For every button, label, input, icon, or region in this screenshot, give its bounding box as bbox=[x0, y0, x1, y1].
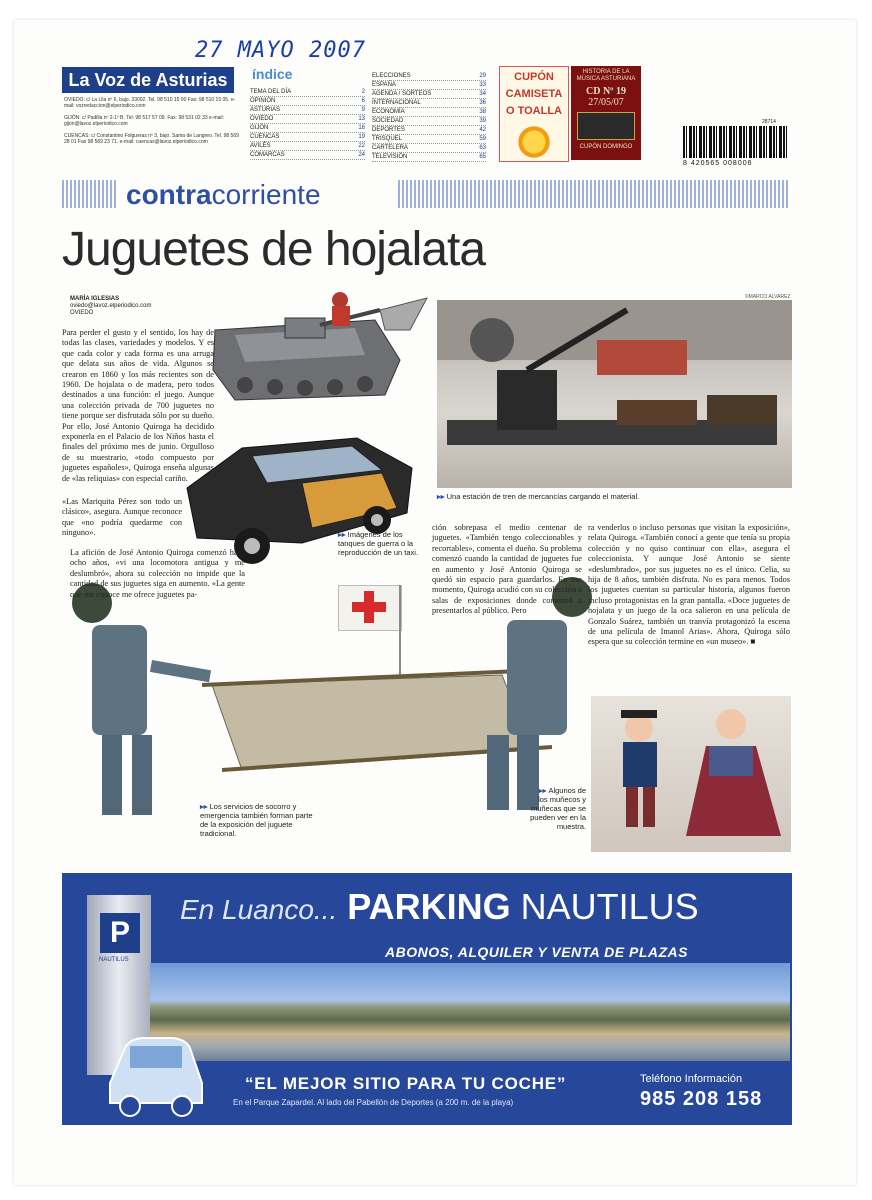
article-column-2: ción sobrepasa el medio centenar de juguetes. «También tengo coleccionables y recortables», comenta el dueño. Su problema comenzó cuando la cantidad de juguetes fue en aumento y José Antonio Quiroga se quedó sin espacio para guardarlos. En ese momento, Quiroga acudió con su colección a salas de exposiciones donde comenzó a presentarlos al público. Pero bbox=[432, 523, 582, 616]
ad-title: En Luanco... PARKING NAUTILUS bbox=[180, 886, 699, 927]
caption-arrow-icon: ▸▸ bbox=[200, 802, 210, 811]
cupon-line1: CUPÓN bbox=[514, 71, 554, 83]
caption-train: ▸▸ Una estación de tren de mercancías cargando el material. bbox=[437, 492, 640, 501]
barcode-number: 8 420565 008006 bbox=[683, 160, 753, 167]
indice-row: AGENDA / SORTEOS 34 bbox=[372, 91, 486, 97]
indice-row: GIJÓN 16 bbox=[250, 125, 365, 131]
byline-email: oviedo@lavoz.elperiodico.com bbox=[70, 303, 152, 309]
indice-row: ECONOMÍA 38 bbox=[372, 109, 486, 115]
barcode bbox=[683, 126, 787, 158]
photo-credit: ©MARCO ALVAREZ bbox=[745, 294, 791, 300]
indice-row: TRISQUEL 59 bbox=[372, 136, 486, 142]
article-paragraph-1b: «Las Mariquita Pérez son todo un clásico», asegura. Aunque reconoce que «no podría quedarme con ninguno». bbox=[62, 497, 182, 538]
indice-row: OVIEDO 13 bbox=[250, 116, 365, 122]
indice-row: OPINIÓN 6 bbox=[250, 98, 365, 104]
ad-phone: 985 208 158 bbox=[640, 1088, 763, 1110]
caption-arrow-icon: ▸▸ bbox=[437, 492, 447, 501]
indice-col2 bbox=[372, 72, 486, 162]
indice-row: CARTELERA 63 bbox=[372, 145, 486, 151]
cupon-line3: O TOALLA bbox=[505, 105, 562, 117]
ad-subtitle: ABONOS, ALQUILER Y VENTA DE PLAZAS bbox=[385, 944, 688, 960]
cd-series: HISTORIA DE LA MÚSICA ASTURIANA bbox=[576, 69, 636, 82]
byline-name: MARÍA IGLESIAS bbox=[70, 296, 120, 302]
ad-address: En el Parque Zapardel. Al lado del Pabellón de Deportes (a 200 m. de la playa) bbox=[233, 1098, 514, 1107]
newspaper-logo: La Voz de Asturias bbox=[62, 67, 234, 93]
cd-footer: CUPÓN DOMINGO bbox=[579, 144, 633, 150]
cd-number: CD Nº 19 bbox=[586, 86, 626, 97]
indice-col1 bbox=[250, 88, 365, 160]
address-gijon: GIJÓN: c/ Padilla nº 2-1º B. Tel: 98 517 57 09. Fax: 98 531 02 33 e-mail: gijon@lavoz.elperiodico.com bbox=[64, 114, 225, 128]
indice-row: INTERNACIONAL 36 bbox=[372, 100, 486, 106]
section-strip-right bbox=[398, 180, 790, 208]
address-oviedo: OVIEDO: c/ La Lila nº 6, bajo. 33002. Tel. 98 510 15 00 Fax: 98 510 15 05. e-mail: vozredaccion@elperiodico.com bbox=[64, 97, 236, 110]
indice-row: ESPAÑA 33 bbox=[372, 82, 486, 88]
caption-arrow-icon: ▸▸ bbox=[338, 530, 348, 539]
byline-place: OVIEDO bbox=[70, 310, 94, 316]
caption-dolls: ▸▸ Algunos de los muñecos y muñecas que se pueden ver en la muestra. bbox=[530, 786, 586, 831]
section-title: contracorriente bbox=[126, 179, 321, 210]
handwritten-date: 27 MAYO 2007 bbox=[195, 38, 366, 63]
car-icon bbox=[100, 1028, 212, 1118]
indice-row: TELEVISIÓN 65 bbox=[372, 154, 486, 160]
address-cuencas: CUENCAS: c/ Constantino Folgueras nº 3, bajo. Sama de Langreo. Tel. 98 569 28 01 Fax 98 569 23 71. e-mail: cuencas@lavoz.elperiodico.com bbox=[64, 132, 239, 146]
indice-row: AVILÉS 22 bbox=[250, 143, 365, 149]
parking-sign-label: NAUTILUS bbox=[99, 957, 129, 963]
indice-title: índice bbox=[252, 66, 293, 82]
indice-row: SOCIEDAD 39 bbox=[372, 118, 486, 124]
indice-row: TEMA DEL DÍA 2 bbox=[250, 89, 365, 95]
section-strip-left bbox=[62, 180, 118, 208]
caption-rescue: ▸▸ Los servicios de socorro y emergencia también forman parte de la exposición del juguete tradicional. bbox=[200, 802, 313, 838]
ad-slogan: “EL MEJOR SITIO PARA TU COCHE” bbox=[245, 1074, 567, 1093]
cd-promo bbox=[571, 66, 641, 160]
sun-icon bbox=[514, 122, 554, 162]
article-column-3: ra venderlos o incluso personas que visitan la exposición», relata Quiroga. «También conocí a gente que tenía su propia colección y no quiso continuar con ella», asegura el coleccionista. Y aunque José Antonio se siente «deslumbrado», por sus juguetes no es el único. Celia, su hija de 8 años, también disfruta. No es para menos. Todos los juguetes cuentan su particular historia, algunos fueron incluso protagonistas en la gran pantalla. «Doce juguetes de hojalata y un juego de la oca salieron en una película de Gonzalo Suárez, también un tranvía protagonizó la escena de una película de Imanol Arias». Ahora, Quiroga sólo espera que su colección termine en «un museo». ■ bbox=[588, 523, 790, 647]
article-paragraph-2: La afición de José Antonio Quiroga comenzó hace ocho años, «vi una locomotora antigua y me deslumbró», ahora su colección no impide que la cantidad de sus juguetes siga en aumento. «La gente que me conoce me ofrece juguetes pa- bbox=[70, 548, 245, 599]
indice-row: DEPORTES 42 bbox=[372, 127, 486, 133]
indice-row: ELECCIONES 29 bbox=[372, 73, 486, 79]
cupon-line2: CAMISETA bbox=[505, 88, 563, 100]
parking-sign-icon: P bbox=[100, 913, 140, 953]
tank-toy-image bbox=[205, 290, 430, 410]
article-paragraph-1: Para perder el gusto y el sentido, los hay de todas las clases, variedades y modelos. Y es que cada color y cada forma es una arruga que delata sus años de vida. Algunos se crearon en 1860 y los más recientes son de 1960. De hojalata o de madera, pero todos destinados a una función: el juego. Aunque una colección privada de 700 juguetes no tiene porque ser disfrutada sólo por su dueño. Por ello, José Antonio Quiroga ha decidido exponerla en el Palacio de los Niños hasta el finales del próximo mes de junio. Orgulloso de su muestrario, «todo compuesto por juguetes españoles», Quiroga enseña algunas de «las reliquias» con especial cariño. bbox=[62, 328, 214, 483]
masthead-addresses bbox=[64, 97, 240, 150]
caption-tanks: ▸▸ Imágenes de los tanques de guerra o la reproducción de un taxi. bbox=[338, 530, 419, 557]
headline: Juguetes de hojalata bbox=[62, 223, 486, 276]
cupon-promo bbox=[499, 66, 569, 162]
barcode-addon: 28714 bbox=[762, 119, 776, 125]
byline bbox=[70, 296, 151, 317]
indice-row: CUENCAS 19 bbox=[250, 134, 365, 140]
cd-image bbox=[577, 112, 635, 140]
dolls-photo bbox=[591, 696, 791, 852]
ad-phone-label: Teléfono Información bbox=[640, 1073, 743, 1085]
cd-date: 27/05/07 bbox=[588, 97, 624, 108]
luanco-harbor-photo bbox=[150, 963, 790, 1061]
indice-row: ASTURIAS 9 bbox=[250, 107, 365, 113]
train-station-photo bbox=[437, 300, 792, 488]
caption-arrow-icon: ▸▸ bbox=[538, 786, 549, 795]
indice-row: COMARCAS 24 bbox=[250, 152, 365, 158]
